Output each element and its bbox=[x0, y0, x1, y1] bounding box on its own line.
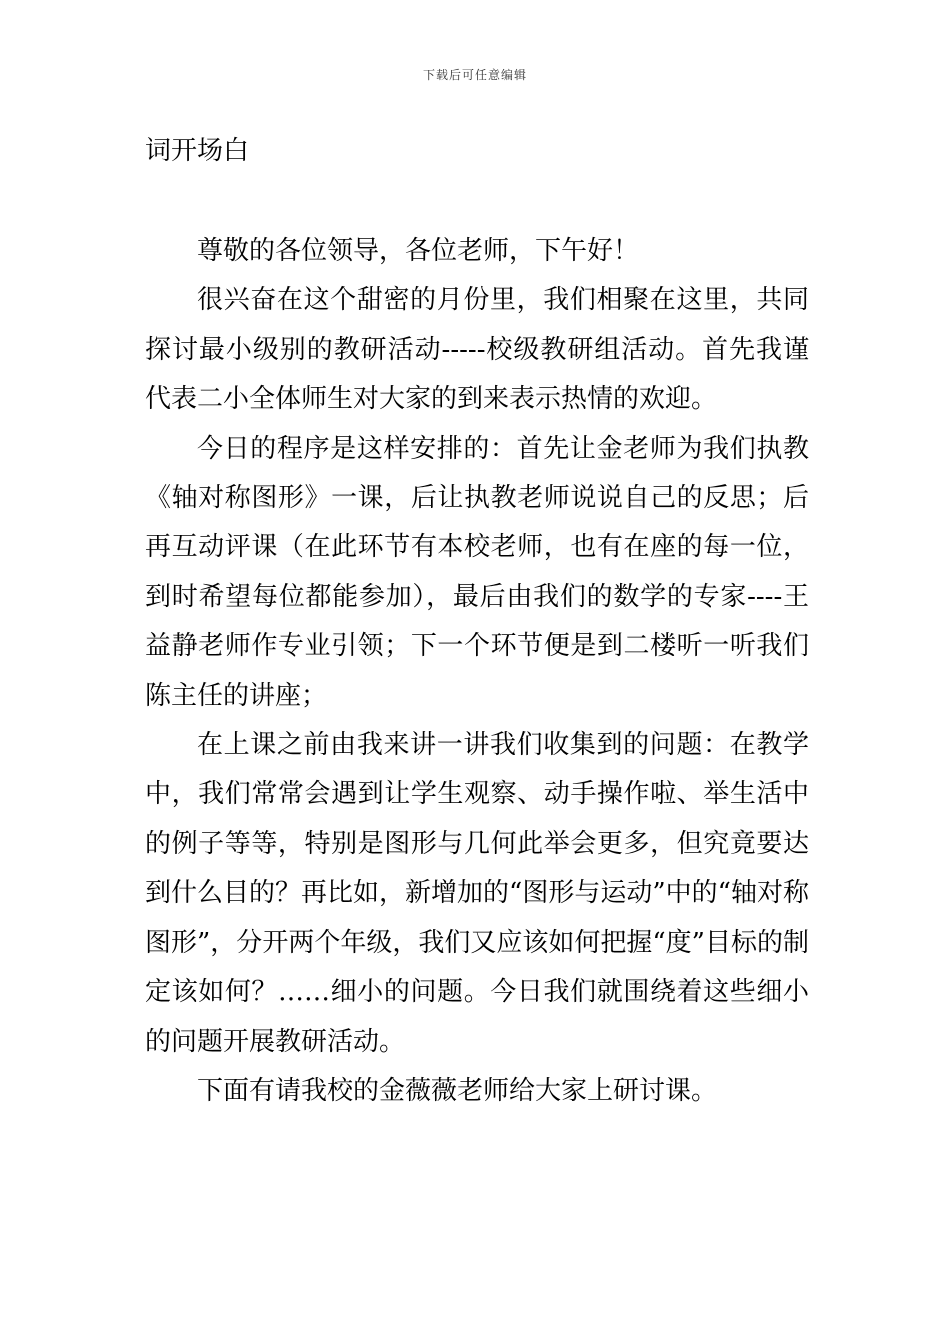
paragraph-agenda: 今日的程序是这样安排的：首先让金老师为我们执教《轴对称图形》一课，后让执教老师说说自己的反思；后再互动评课（在此环节有本校老师，也有在座的每一位，到时希望每位都能参加），最后由我们的数学的专家----王益静老师作专业引领；下一个环节便是到二楼听一听我们陈主任的讲座； bbox=[145, 433, 809, 711]
paragraph-questions: 在上课之前由我来讲一讲我们收集到的问题：在教学中，我们常常会遇到让学生观察、动手操作啦、举生活中的例子等等，特别是图形与几何此举会更多，但究竟要达到什么目的？再比如，新增加的“图形与运动”中的“轴对称图形”，分开两个年级，我们又应该如何把握“度”目标的制定该如何？……细小的问题。今日我们就围绕着这些细小的问题开展教研活动。 bbox=[145, 730, 809, 1057]
paragraph-greeting: 尊敬的各位领导，各位老师，下午好！ bbox=[197, 236, 640, 266]
document-title: 词开场白 bbox=[145, 136, 250, 166]
paragraph-invitation: 下面有请我校的金薇薇老师给大家上研讨课。 bbox=[197, 1075, 718, 1106]
paragraph-welcome: 很兴奋在这个甜密的月份里，我们相聚在这里，共同探讨最小级别的教研活动-----校级教研组活动。首先我谨代表二小全体师生对大家的到来表示热情的欢迎。 bbox=[145, 285, 809, 415]
document-body bbox=[145, 227, 809, 1116]
header-note: 下载后可任意编辑 bbox=[422, 68, 527, 82]
